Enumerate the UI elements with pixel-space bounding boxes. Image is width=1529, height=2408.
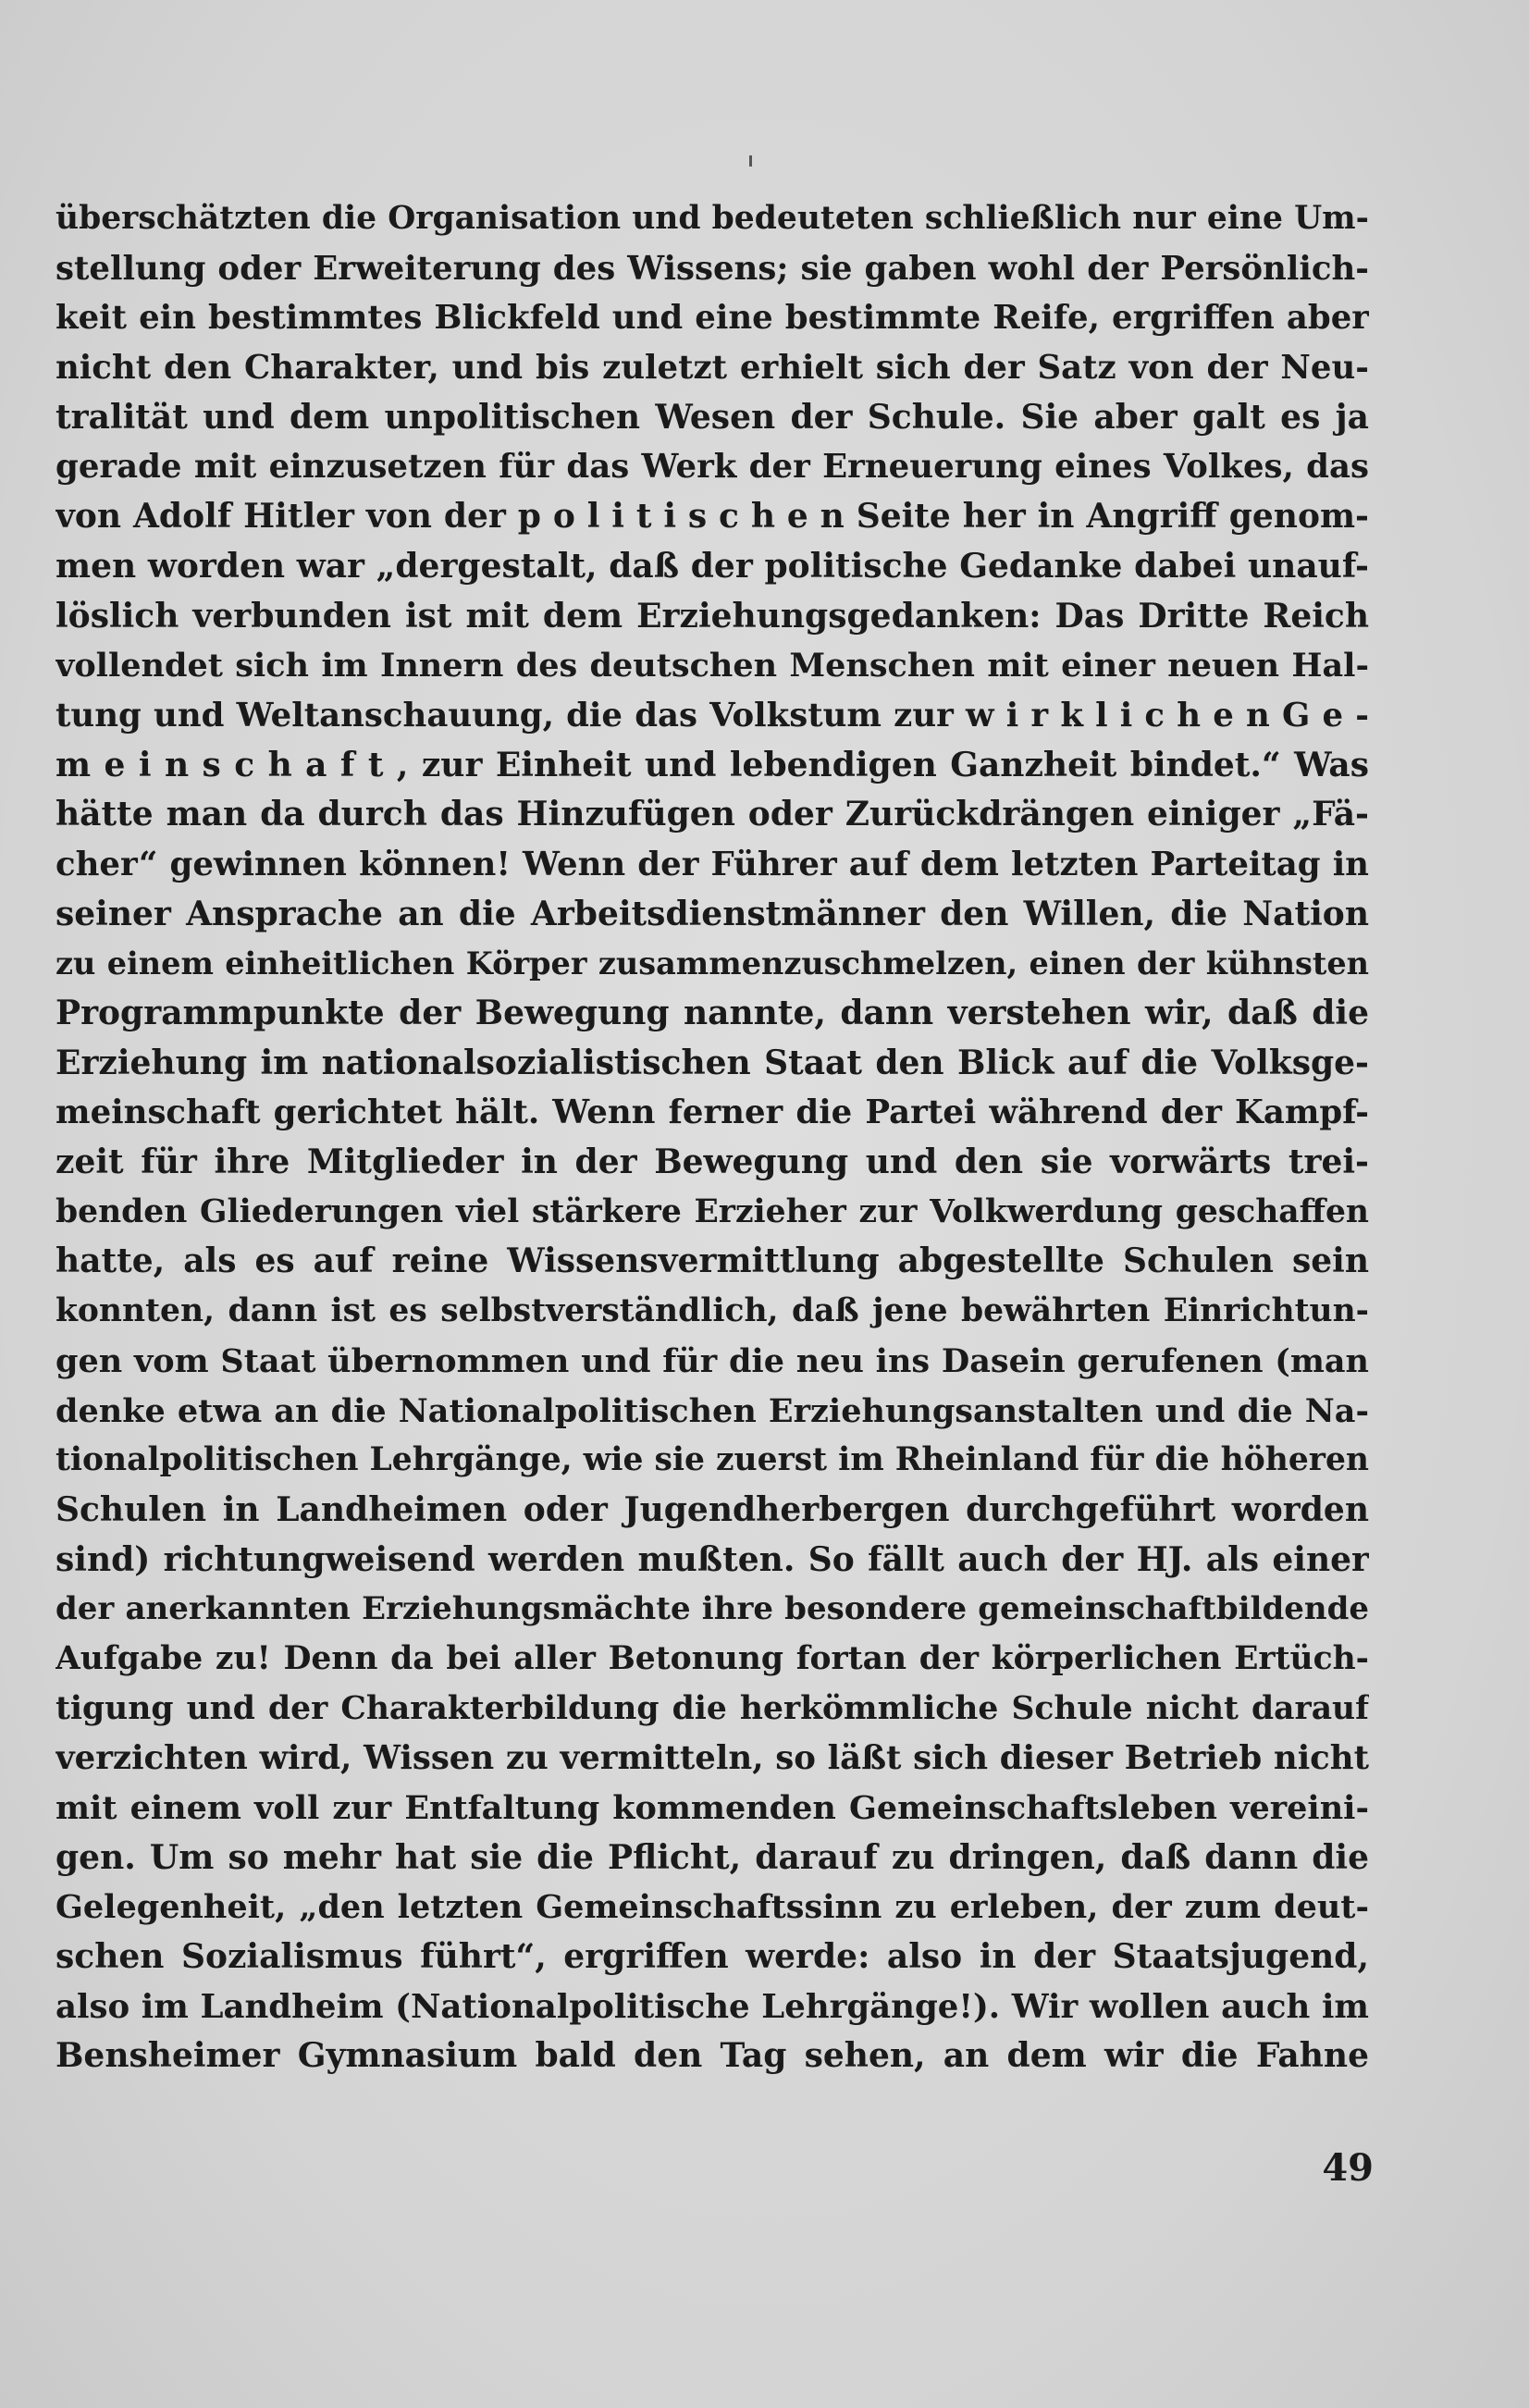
text-line: Aufgabe zu! Denn da bei aller Betonung fortan der körperlichen Ertüch- [55, 1639, 1369, 1677]
body-text [55, 194, 1369, 2081]
text-line: denke etwa an die Nationalpolitischen Erziehungsanstalten und die Na- [55, 1391, 1369, 1430]
text-line: gen. Um so mehr hat sie die Pflicht, darauf zu dringen, daß dann die [55, 1837, 1369, 1877]
page-number: 49 [1322, 2146, 1374, 2190]
text-line: tralität und dem unpolitischen Wesen der Schule. Sie aber galt es ja [55, 397, 1369, 437]
text-line: stellung oder Erweiterung des Wissens; sie gaben wohl der Persönlich- [55, 249, 1369, 288]
text-line: Bensheimer Gymnasium bald den Tag sehen, an dem wir die Fahne [55, 2036, 1369, 2076]
text-line: zeit für ihre Mitglieder in der Bewegung und den sie vorwärts trei- [55, 1142, 1369, 1182]
text-line: gen vom Staat übernommen und für die neu ins Dasein gerufenen (man [55, 1341, 1369, 1380]
text-line: verzichten wird, Wissen zu vermitteln, so läßt sich dieser Betrieb nicht [55, 1739, 1369, 1778]
text-line: Erziehung im nationalsozialistischen Staat den Blick auf die Volksge- [55, 1043, 1369, 1082]
text-line: gerade mit einzusetzen für das Werk der Erneuerung eines Volkes, das [55, 448, 1369, 487]
text-line: Programmpunkte der Bewegung nannte, dann verstehen wir, daß die [55, 994, 1369, 1032]
text-line: hätte man da durch das Hinzufügen oder Zurückdrängen einiger „Fä- [55, 795, 1369, 834]
text-line: zu einem einheitlichen Körper zusammenzuschmelzen, einen der kühnsten [55, 945, 1369, 982]
text-line: löslich verbunden ist mit dem Erziehungsgedanken: Das Dritte Reich [55, 596, 1369, 636]
text-line: cher“ gewinnen können! Wenn der Führer auf dem letzten Parteitag in [55, 845, 1369, 883]
text-line: konnten, dann ist es selbstverständlich, daß jene bewährten Einrichtun- [55, 1292, 1369, 1330]
text-line: tionalpolitischen Lehrgänge, wie sie zuerst im Rheinland für die höheren [55, 1441, 1369, 1479]
text-line: tigung und der Charakterbildung die herkömmliche Schule nicht darauf [55, 1689, 1369, 1727]
text-line: seiner Ansprache an die Arbeitsdienstmänner den Willen, die Nation [55, 894, 1369, 933]
text-line: also im Landheim (Nationalpolitische Lehrgänge!). Wir wollen auch im [55, 1987, 1369, 2026]
text-line: tung und Weltanschauung, die das Volkstum zur w i r k l i c h e n G e - [55, 696, 1369, 735]
text-line: vollendet sich im Innern des deutschen Menschen mit einer neuen Hal- [55, 647, 1369, 685]
text-line: schen Sozialismus führt“, ergriffen werde: also in der Staatsjugend, [55, 1937, 1369, 1977]
text-line: meinschaft gerichtet hält. Wenn ferner die Partei während der Kampf- [55, 1093, 1369, 1132]
text-line: überschätzten die Organisation und bedeuteten schließlich nur eine Um- [55, 200, 1369, 237]
text-line: m e i n s c h a f t , zur Einheit und lebendigen Ganzheit bindet.“ Was [55, 745, 1369, 784]
text-line: sind) richtungweisend werden mußten. So fällt auch der HJ. als einer [55, 1539, 1369, 1579]
print-speck [749, 155, 752, 167]
text-line: nicht den Charakter, und bis zuletzt erhielt sich der Satz von der Neu- [55, 349, 1369, 388]
text-line: men worden war „dergestalt, daß der politische Gedanke dabei unauf- [55, 546, 1369, 586]
text-line: benden Gliederungen viel stärkere Erzieher zur Volkwerdung geschaffen [55, 1192, 1369, 1230]
text-line: mit einem voll zur Entfaltung kommenden Gemeinschaftsleben vereini- [55, 1789, 1369, 1827]
text-line: von Adolf Hitler von der p o l i t i s c h e n Seite her in Angriff genom- [55, 497, 1369, 537]
text-line: keit ein bestimmtes Blickfeld und eine bestimmte Reife, ergriffen aber [55, 299, 1369, 338]
text-line: der anerkannten Erziehungsmächte ihre besondere gemeinschaftbildende [55, 1590, 1369, 1628]
text-line: hatte, als es auf reine Wissensvermittlung abgestellte Schulen sein [55, 1241, 1369, 1281]
text-line: Gelegenheit, „den letzten Gemeinschaftssinn zu erleben, der zum deut- [55, 1888, 1369, 1927]
text-line: Schulen in Landheimen oder Jugendherbergen durchgeführt worden [55, 1489, 1369, 1529]
